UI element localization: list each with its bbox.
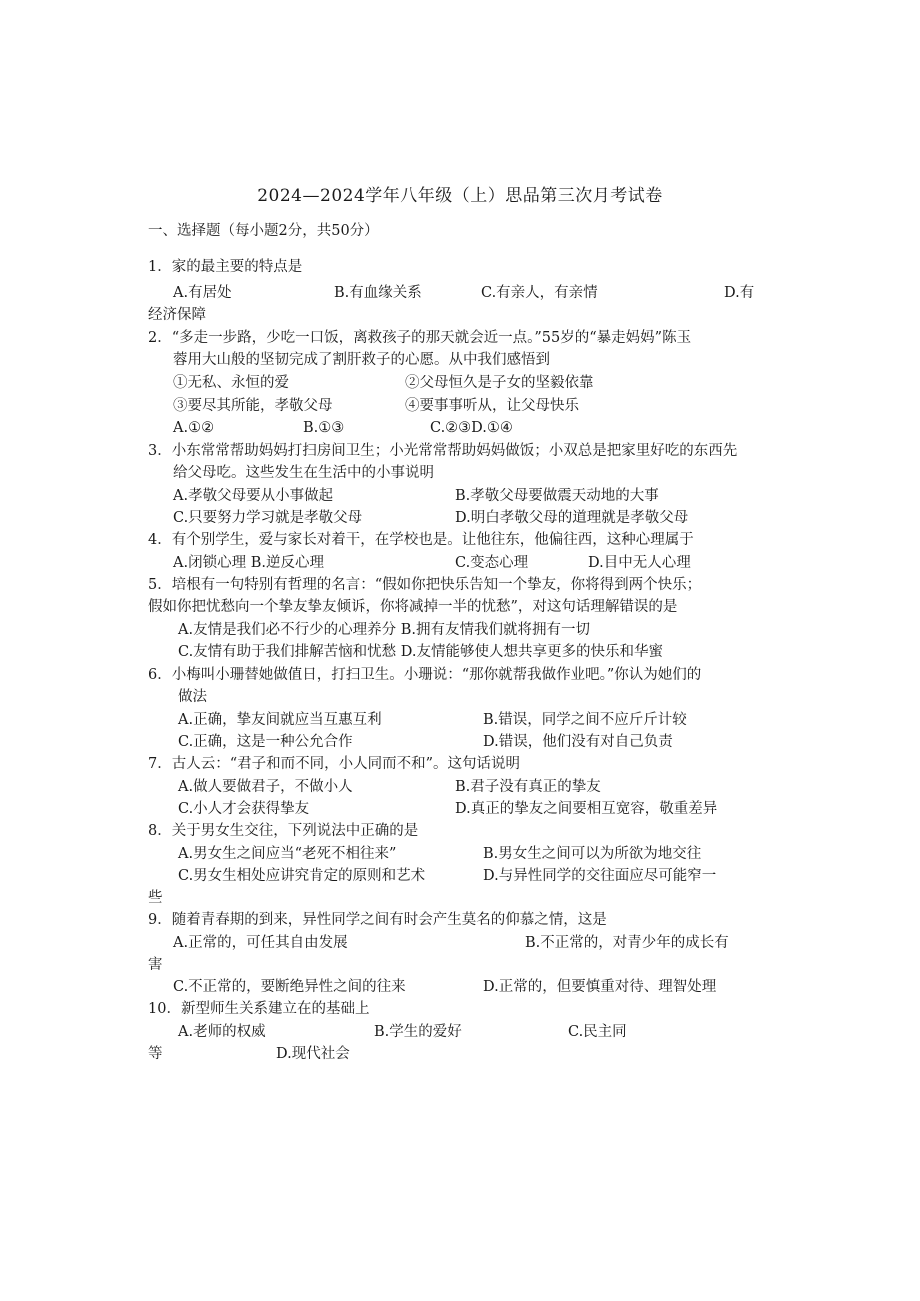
question-9-option-b-cont: 害 [148, 957, 163, 973]
question-9-option-d: D.正常的，但要慎重对待、理智处理 [483, 979, 717, 995]
question-1-stem: 1．家的最主要的特点是 [148, 259, 303, 275]
question-2-stem-line-2: 蓉用大山般的坚韧完成了割肝救子的心愿。从中我们感悟到 [173, 352, 550, 368]
question-10-stem: 10．新型师生关系建立在的基础上 [148, 1001, 370, 1017]
question-4-stem: 4．有个别学生，爱与家长对着干，在学校也是。让他往东，他偏往西，这种心理属于 [148, 532, 694, 548]
question-7-option-a: A.做人要做君子，不做小人 [178, 779, 353, 795]
question-2-item-1: ①无私、永恒的爱 [173, 375, 289, 391]
question-6-option-a: A.正确，挚友间就应当互惠互利 [178, 712, 382, 728]
question-2-item-2: ②父母恒久是子女的坚毅依靠 [405, 375, 594, 391]
question-10-option-c: C.民主同 [568, 1024, 627, 1040]
question-5-options-ab: A.友情是我们必不行少的心理养分 B.拥有友情我们就将拥有一切 [178, 622, 590, 638]
question-4-option-d: D.目中无人心理 [588, 555, 691, 571]
question-5-options-cd: C.友情有助于我们排解苦恼和忧愁 D.友情能够使人想共享更多的快乐和华蜜 [178, 644, 664, 660]
question-10-option-d: D.现代社会 [276, 1046, 350, 1062]
question-3-option-c: C.只要努力学习就是孝敬父母 [173, 510, 363, 526]
question-9-stem: 9．随着青春期的到来，异性同学之间有时会产生莫名的仰慕之情，这是 [148, 912, 607, 928]
question-3-option-b: B.孝敬父母要做震天动地的大事 [455, 488, 659, 504]
question-1-option-b: B.有血缘关系 [334, 285, 422, 301]
question-7-stem: 7．古人云：“君子和而不同，小人同而不和”。这句话说明 [148, 756, 521, 772]
question-1-option-c: C.有亲人，有亲情 [481, 285, 598, 301]
question-8-option-d-cont: 些 [148, 890, 163, 906]
question-8-option-a: A.男女生之间应当“老死不相往来” [178, 846, 397, 862]
question-1-option-d: D.有 [724, 285, 755, 301]
question-2-item-4: ④要事事听从，让父母快乐 [405, 398, 579, 414]
question-6-option-c: C.正确，这是一种公允合作 [178, 734, 353, 750]
question-6-stem-line-2: 做法 [178, 689, 207, 705]
question-3-stem-line-1: 3．小东常常帮助妈妈打扫房间卫生；小光常常帮助妈妈做饭；小双总是把家里好吃的东西先 [148, 443, 738, 459]
question-6-option-d: D.错误，他们没有对自己负责 [483, 734, 673, 750]
question-9-option-c: C.不正常的，要断绝异性之间的往来 [173, 979, 406, 995]
question-8-stem: 8．关于男女生交往，下列说法中正确的是 [148, 823, 419, 839]
question-3-option-a: A.孝敬父母要从小事做起 [173, 488, 334, 504]
question-10-option-a: A.老师的权威 [178, 1024, 266, 1040]
question-7-option-b: B.君子没有真正的挚友 [455, 779, 601, 795]
question-7-option-c: C.小人才会获得挚友 [178, 801, 310, 817]
question-10-option-c-cont: 等 [148, 1046, 163, 1062]
question-9-option-b: B.不正常的，对青少年的成长有 [525, 935, 729, 951]
question-2-stem-line-1: 2．“多走一步路，少吃一口饭，离救孩子的那天就会近一点。”55岁的“暴走妈妈”陈玉 [148, 330, 692, 346]
question-2-option-cd: C.②③D.①④ [430, 420, 513, 436]
question-4-option-ab: A.闭锁心理 B.逆反心理 [173, 555, 324, 571]
question-8-option-d: D.与异性同学的交往面应尽可能窄一 [483, 868, 717, 884]
question-3-option-d: D.明白孝敬父母的道理就是孝敬父母 [455, 510, 689, 526]
question-6-stem-line-1: 6．小梅叫小珊替她做值日，打扫卫生。小珊说：“那你就帮我做作业吧。”你认为她们的 [148, 667, 702, 683]
question-1-option-a: A.有居处 [173, 285, 232, 301]
section-heading: 一、选择题（每小题2分，共50分） [148, 223, 379, 239]
question-3-stem-line-2: 给父母吃。这些发生在生活中的小事说明 [173, 465, 434, 481]
question-2-item-3: ③要尽其所能，孝敬父母 [173, 398, 333, 414]
question-8-option-c: C.男女生相处应讲究肯定的原则和艺术 [178, 868, 426, 884]
question-4-option-c: C.变态心理 [455, 555, 529, 571]
exam-title: 2024—2024学年八年级（上）思品第三次月考试卷 [257, 186, 663, 206]
question-1-option-d-cont: 经济保障 [148, 307, 206, 323]
question-10-option-b: B.学生的爱好 [374, 1024, 462, 1040]
question-9-option-a: A.正常的，可任其自由发展 [173, 935, 348, 951]
question-7-option-d: D.真正的挚友之间要相互宽容，敬重差异 [455, 801, 718, 817]
question-6-option-b: B.错误，同学之间不应斤斤计较 [483, 712, 687, 728]
question-5-stem-line-2: 假如你把忧愁向一个挚友挚友倾诉，你将减掉一半的忧愁”，对这句话理解错误的是 [148, 599, 678, 615]
question-2-option-a: A.①② [173, 420, 215, 436]
question-8-option-b: B.男女生之间可以为所欲为地交往 [483, 846, 702, 862]
question-5-stem-line-1: 5．培根有一句特别有哲理的名言：“假如你把快乐告知一个挚友，你将得到两个快乐； [148, 577, 702, 593]
question-2-option-b: B.①③ [303, 420, 345, 436]
